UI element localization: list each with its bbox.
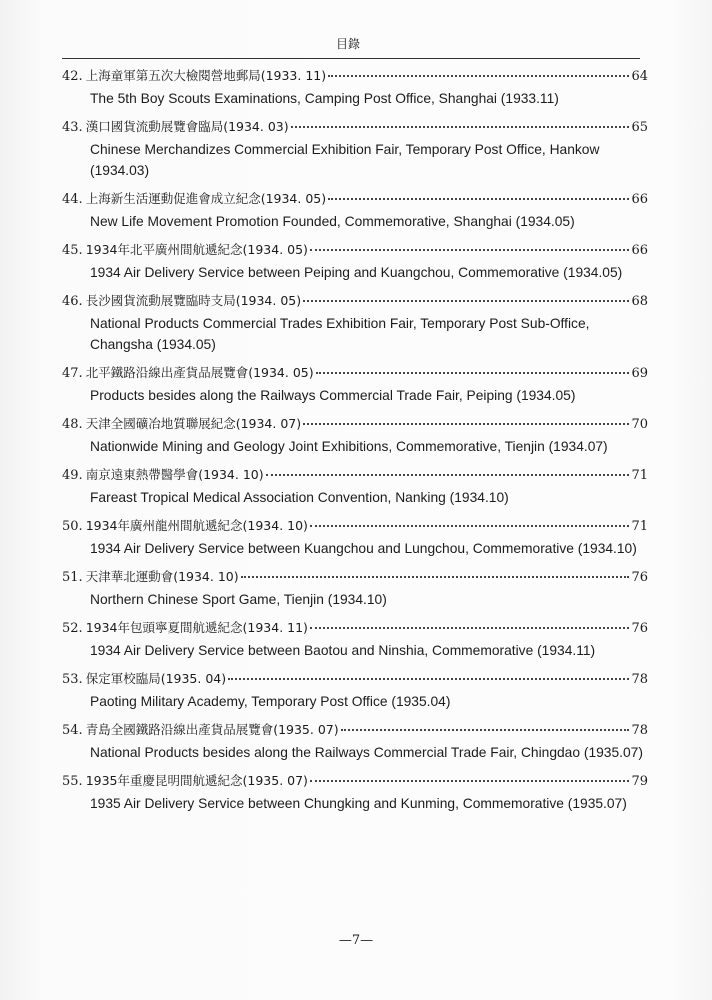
table-of-contents [62, 65, 648, 821]
entry-title-english: Products besides along the Railways Commercial Trade Fair, Peiping (1934.05) [90, 388, 576, 403]
dot-leader [316, 368, 630, 374]
entry-title-english: 1934 Air Delivery Service between Kuangchou and Lungchou, Commemorative (1934.10) [90, 541, 637, 556]
entry-title-english: Chinese Merchandizes Commercial Exhibition Fair, Temporary Post Office, Hankow (1934.03) [90, 142, 600, 178]
entry-title-english: Fareast Tropical Medical Association Convention, Nanking (1934.10) [90, 490, 509, 505]
entry-page-number: 66 [631, 192, 648, 207]
entry-title-english: National Products Commercial Trades Exhibition Fair, Temporary Post Sub-Office, Changsha (1934.05) [90, 316, 590, 352]
toc-entry-heading [62, 239, 648, 262]
entry-page-number: 71 [631, 519, 648, 534]
entry-page-number: 76 [631, 570, 648, 585]
entry-title-chinese: 1935年重慶昆明間航遞紀念(1935. 07) [85, 773, 308, 788]
toc-entry-heading [62, 290, 648, 313]
entry-number: 55. [62, 774, 83, 789]
toc-entry-heading [62, 116, 648, 139]
dot-leader [241, 572, 630, 578]
dot-leader [310, 521, 630, 527]
entry-page-number: 66 [631, 243, 648, 258]
toc-entry [62, 566, 648, 610]
toc-entry-heading [62, 770, 648, 793]
toc-entry [62, 116, 648, 181]
entry-title-chinese: 天津全國礦冶地質聯展紀念(1934. 07) [85, 416, 302, 431]
entry-title-english: Northern Chinese Sport Game, Tienjin (1934.10) [90, 592, 387, 607]
entry-title-english: Nationwide Mining and Geology Joint Exhibitions, Commemorative, Tienjin (1934.07) [90, 439, 608, 454]
toc-entry-heading [62, 464, 648, 487]
entry-title-chinese: 1934年北平廣州間航遞紀念(1934. 05) [85, 242, 308, 257]
toc-entry [62, 617, 648, 661]
entry-number: 48. [62, 417, 83, 432]
entry-title-chinese: 上海新生活運動促進會成立紀念(1934. 05) [85, 191, 327, 206]
entry-number: 54. [62, 723, 83, 738]
toc-entry [62, 515, 648, 559]
toc-entry [62, 65, 648, 109]
entry-title-chinese: 1934年廣州龍州間航遞紀念(1934. 10) [85, 518, 308, 533]
entry-page-number: 76 [631, 621, 648, 636]
dot-leader [228, 674, 629, 680]
header-rule [62, 58, 640, 59]
entry-number: 44. [62, 192, 83, 207]
entry-title-english: Paoting Military Academy, Temporary Post Office (1935.04) [90, 694, 451, 709]
toc-entry [62, 464, 648, 508]
toc-entry-heading [62, 515, 648, 538]
entry-title-english: 1935 Air Delivery Service between Chungking and Kunming, Commemorative (1935.07) [90, 796, 627, 811]
page-header: 目錄 [335, 37, 360, 51]
dot-leader [310, 245, 630, 251]
entry-title-english: 1934 Air Delivery Service between Baotou and Ninshia, Commemorative (1934.11) [90, 643, 596, 658]
toc-entry-heading [62, 65, 648, 88]
entry-title-chinese: 青島全國鐵路沿線出產貨品展覽會(1935. 07) [85, 722, 339, 737]
toc-entry [62, 770, 648, 814]
dot-leader [328, 71, 629, 77]
dot-leader [291, 122, 630, 128]
toc-entry [62, 188, 648, 232]
entry-page-number: 65 [631, 120, 648, 135]
entry-page-number: 70 [631, 417, 648, 432]
toc-entry [62, 290, 648, 355]
entry-title-english: The 5th Boy Scouts Examinations, Camping Post Office, Shanghai (1933.11) [90, 91, 559, 106]
toc-entry-heading [62, 617, 648, 640]
entry-title-chinese: 1934年包頭寧夏間航遞紀念(1934. 11) [85, 620, 308, 635]
dot-leader [310, 776, 630, 782]
toc-entry [62, 668, 648, 712]
toc-entry-heading [62, 668, 648, 691]
entry-title-chinese: 天津華北運動會(1934. 10) [85, 569, 239, 584]
entry-number: 49. [62, 468, 83, 483]
toc-entry-heading [62, 413, 648, 436]
toc-entry-heading [62, 566, 648, 589]
entry-page-number: 69 [631, 366, 648, 381]
toc-entry-heading [62, 188, 648, 211]
dot-leader [303, 296, 629, 302]
toc-entry [62, 239, 648, 283]
entry-title-chinese: 保定軍校臨局(1935. 04) [85, 671, 227, 686]
entry-page-number: 78 [631, 723, 648, 738]
entry-title-english: New Life Movement Promotion Founded, Commemorative, Shanghai (1934.05) [90, 214, 575, 229]
entry-title-chinese: 漢口國貨流動展覽會臨局(1934. 03) [85, 119, 289, 134]
entry-title-chinese: 上海童軍第五次大檢閱營地郵局(1933. 11) [85, 68, 327, 83]
dot-leader [328, 194, 629, 200]
entry-number: 52. [62, 621, 83, 636]
entry-title-chinese: 北平鐵路沿線出產貨品展覽會(1934. 05) [85, 365, 314, 380]
dot-leader [303, 419, 629, 425]
entry-number: 42. [62, 69, 83, 84]
entry-page-number: 79 [631, 774, 648, 789]
entry-title-chinese: 長沙國貨流動展覽臨時支局(1934. 05) [85, 293, 302, 308]
dot-leader [341, 725, 630, 731]
entry-number: 46. [62, 294, 83, 309]
entry-number: 51. [62, 570, 83, 585]
entry-title-chinese: 南京遠東熱帶醫學會(1934. 10) [85, 467, 264, 482]
entry-number: 47. [62, 366, 83, 381]
toc-entry [62, 362, 648, 406]
entry-title-english: National Products besides along the Railways Commercial Trade Fair, Chingdao (1935.07) [90, 745, 643, 760]
toc-entry [62, 413, 648, 457]
entry-page-number: 78 [631, 672, 648, 687]
entry-page-number: 64 [631, 69, 648, 84]
toc-entry [62, 719, 648, 763]
entry-title-english: 1934 Air Delivery Service between Peiping and Kuangchou, Commemorative (1934.05) [90, 265, 623, 280]
toc-entry-heading [62, 362, 648, 385]
entry-number: 53. [62, 672, 83, 687]
dot-leader [310, 623, 630, 629]
dot-leader [266, 470, 630, 476]
entry-number: 45. [62, 243, 83, 258]
entry-page-number: 71 [631, 468, 648, 483]
page-number: —7— [338, 933, 374, 948]
toc-entry-heading [62, 719, 648, 742]
entry-number: 50. [62, 519, 83, 534]
entry-page-number: 68 [631, 294, 648, 309]
entry-number: 43. [62, 120, 83, 135]
